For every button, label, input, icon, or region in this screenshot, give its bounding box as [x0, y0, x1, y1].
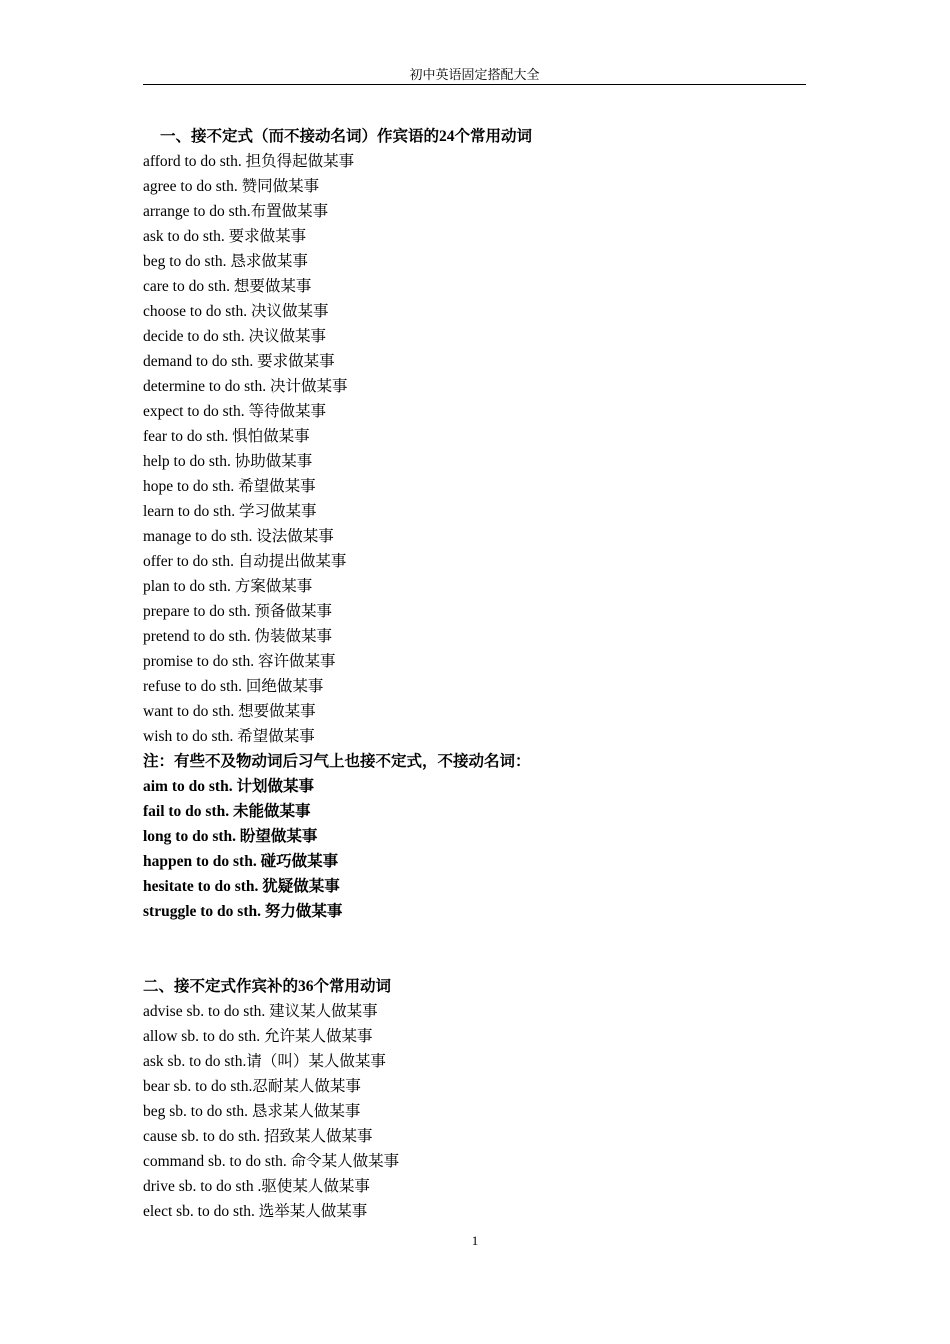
- list-item: help to do sth. 协助做某事: [143, 453, 313, 470]
- list-item: refuse to do sth. 回绝做某事: [143, 678, 324, 695]
- note-list-item: struggle to do sth. 努力做某事: [143, 903, 343, 920]
- list-item: promise to do sth. 容许做某事: [143, 653, 336, 670]
- note-text: 注：有些不及物动词后习气上也接不定式，不接动名词：: [143, 753, 531, 770]
- note-list-item: aim to do sth. 计划做某事: [143, 778, 314, 795]
- list-item: demand to do sth. 要求做某事: [143, 353, 335, 370]
- note-list-item: fail to do sth. 未能做某事: [143, 803, 311, 820]
- section-1-heading: 一、接不定式（而不接动名词）作宾语的24个常用动词: [160, 128, 533, 145]
- list-item: drive sb. to do sth .驱使某人做某事: [143, 1178, 370, 1195]
- list-item: agree to do sth. 赞同做某事: [143, 178, 320, 195]
- list-item: bear sb. to do sth.忍耐某人做某事: [143, 1078, 361, 1095]
- list-item: beg sb. to do sth. 恳求某人做某事: [143, 1103, 361, 1120]
- list-item: command sb. to do sth. 命令某人做某事: [143, 1153, 400, 1170]
- section-spacer: [143, 924, 806, 974]
- list-item: want to do sth. 想要做某事: [143, 703, 316, 720]
- list-item: cause sb. to do sth. 招致某人做某事: [143, 1128, 373, 1145]
- list-item: choose to do sth. 决议做某事: [143, 303, 329, 320]
- list-item: allow sb. to do sth. 允许某人做某事: [143, 1028, 373, 1045]
- list-item: offer to do sth. 自动提出做某事: [143, 553, 347, 570]
- list-item: hope to do sth. 希望做某事: [143, 478, 316, 495]
- list-item: beg to do sth. 恳求做某事: [143, 253, 308, 270]
- list-item: elect sb. to do sth. 选举某人做某事: [143, 1203, 368, 1220]
- document-body: [143, 124, 806, 1224]
- list-item: ask to do sth. 要求做某事: [143, 228, 307, 245]
- note-list-item: happen to do sth. 碰巧做某事: [143, 853, 339, 870]
- list-item: plan to do sth. 方案做某事: [143, 578, 313, 595]
- list-item: learn to do sth. 学习做某事: [143, 503, 317, 520]
- list-item: pretend to do sth. 伪装做某事: [143, 628, 332, 645]
- header-title: 初中英语固定搭配大全: [409, 67, 540, 82]
- list-item: care to do sth. 想要做某事: [143, 278, 312, 295]
- list-item: ask sb. to do sth.请（叫）某人做某事: [143, 1053, 386, 1070]
- list-item: afford to do sth. 担负得起做某事: [143, 153, 355, 170]
- list-item: expect to do sth. 等待做某事: [143, 403, 326, 420]
- note-list-item: long to do sth. 盼望做某事: [143, 828, 318, 845]
- list-item: prepare to do sth. 预备做某事: [143, 603, 332, 620]
- list-item: advise sb. to do sth. 建议某人做某事: [143, 1003, 378, 1020]
- page-number: 1: [471, 1233, 479, 1248]
- list-item: arrange to do sth.布置做某事: [143, 203, 329, 220]
- list-item: decide to do sth. 决议做某事: [143, 328, 326, 345]
- list-item: fear to do sth. 惧怕做某事: [143, 428, 310, 445]
- list-item: manage to do sth. 设法做某事: [143, 528, 334, 545]
- section-2-heading: 二、接不定式作宾补的36个常用动词: [143, 978, 392, 995]
- list-item: determine to do sth. 决计做某事: [143, 378, 348, 395]
- note-list-item: hesitate to do sth. 犹疑做某事: [143, 878, 340, 895]
- list-item: wish to do sth. 希望做某事: [143, 728, 315, 745]
- page-header: [143, 66, 806, 85]
